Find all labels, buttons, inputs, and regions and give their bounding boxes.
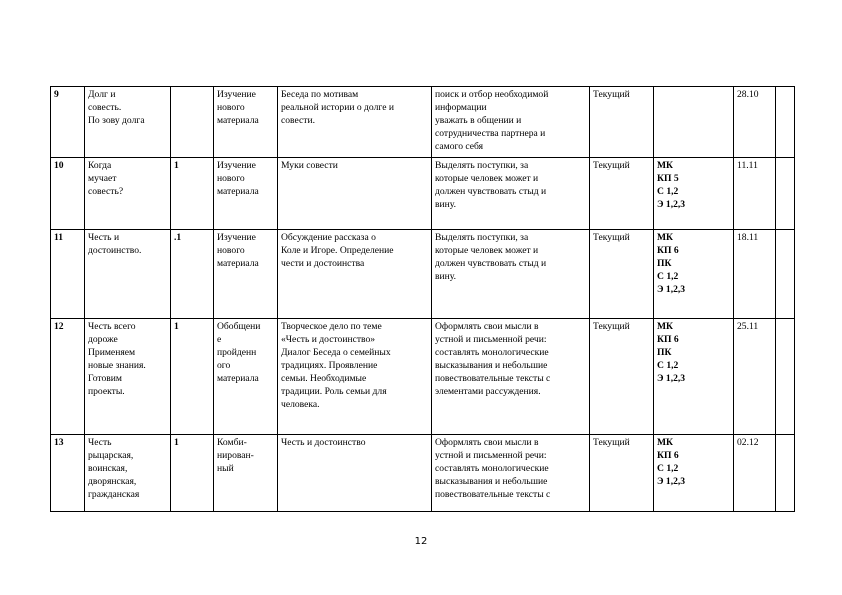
- extra-cell: [776, 158, 795, 230]
- lesson-topic: Когда мучает совесть?: [85, 158, 171, 230]
- table-row: [51, 230, 795, 319]
- lesson-number: 9: [51, 87, 85, 158]
- lesson-number: 13: [51, 435, 85, 512]
- extra-cell: [776, 435, 795, 512]
- lesson-hours: 1: [171, 435, 214, 512]
- extra-cell: [776, 230, 795, 319]
- lesson-number: 11: [51, 230, 85, 319]
- competency-indicators: МК КП 6 С 1,2 Э 1,2,3: [654, 435, 734, 512]
- lesson-date: 02.12: [734, 435, 776, 512]
- control-type: Текущий: [590, 230, 654, 319]
- student-activities: Оформлять свои мысли в устной и письменной речи: составлять монологические высказывания и небольшие повествовательные тексты с элементами рассуждения.: [432, 319, 590, 435]
- lesson-content: Беседа по мотивам реальной истории о долге и совести.: [278, 87, 432, 158]
- table-row: [51, 87, 795, 158]
- lesson-hours: 1: [171, 319, 214, 435]
- lesson-plan-table: [50, 86, 795, 512]
- lesson-content: Обсуждение рассказа о Коле и Игоре. Определение чести и достоинства: [278, 230, 432, 319]
- lesson-topic: Честь всего дороже Применяем новые знания. Готовим проекты.: [85, 319, 171, 435]
- control-type: Текущий: [590, 435, 654, 512]
- lesson-type: Комби- нирован- ный: [214, 435, 278, 512]
- student-activities: поиск и отбор необходимой информации уважать в общении и сотрудничества партнера и самого себя: [432, 87, 590, 158]
- table-row: [51, 319, 795, 435]
- student-activities: Оформлять свои мысли в устной и письменной речи: составлять монологические высказывания и небольшие повествовательные тексты с: [432, 435, 590, 512]
- lesson-number: 10: [51, 158, 85, 230]
- lesson-content: Муки совести: [278, 158, 432, 230]
- lesson-content: Честь и достоинство: [278, 435, 432, 512]
- table-row: [51, 435, 795, 512]
- lesson-hours: [171, 87, 214, 158]
- lesson-type: Обобщени е пройденн ого материала: [214, 319, 278, 435]
- lesson-date: 11.11: [734, 158, 776, 230]
- lesson-date: 18.11: [734, 230, 776, 319]
- student-activities: Выделять поступки, за которые человек может и должен чувствовать стыд и вину.: [432, 230, 590, 319]
- lesson-type: Изучение нового материала: [214, 158, 278, 230]
- lesson-topic: Долг и совесть. По зову долга: [85, 87, 171, 158]
- lesson-topic: Честь и достоинство.: [85, 230, 171, 319]
- lesson-date: 28.10: [734, 87, 776, 158]
- page-number: 12: [414, 536, 428, 547]
- lesson-hours: 1: [171, 158, 214, 230]
- control-type: Текущий: [590, 87, 654, 158]
- competency-indicators: МК КП 5 С 1,2 Э 1,2,3: [654, 158, 734, 230]
- competency-indicators: МК КП 6 ПК С 1,2 Э 1,2,3: [654, 230, 734, 319]
- competency-indicators: МК КП 6 ПК С 1,2 Э 1,2,3: [654, 319, 734, 435]
- lesson-hours: .1: [171, 230, 214, 319]
- competency-indicators: [654, 87, 734, 158]
- lesson-number: 12: [51, 319, 85, 435]
- lesson-type: Изучение нового материала: [214, 87, 278, 158]
- control-type: Текущий: [590, 319, 654, 435]
- extra-cell: [776, 87, 795, 158]
- lesson-content: Творческое дело по теме «Честь и достоинство» Диалог Беседа о семейных традициях. Проявление семьи. Необходимые традиции. Роль семьи для человека.: [278, 319, 432, 435]
- lesson-type: Изучение нового материала: [214, 230, 278, 319]
- lesson-topic: Честь рыцарская, воинская, дворянская, гражданская: [85, 435, 171, 512]
- control-type: Текущий: [590, 158, 654, 230]
- lesson-date: 25.11: [734, 319, 776, 435]
- student-activities: Выделять поступки, за которые человек может и должен чувствовать стыд и вину.: [432, 158, 590, 230]
- extra-cell: [776, 319, 795, 435]
- table-row: [51, 158, 795, 230]
